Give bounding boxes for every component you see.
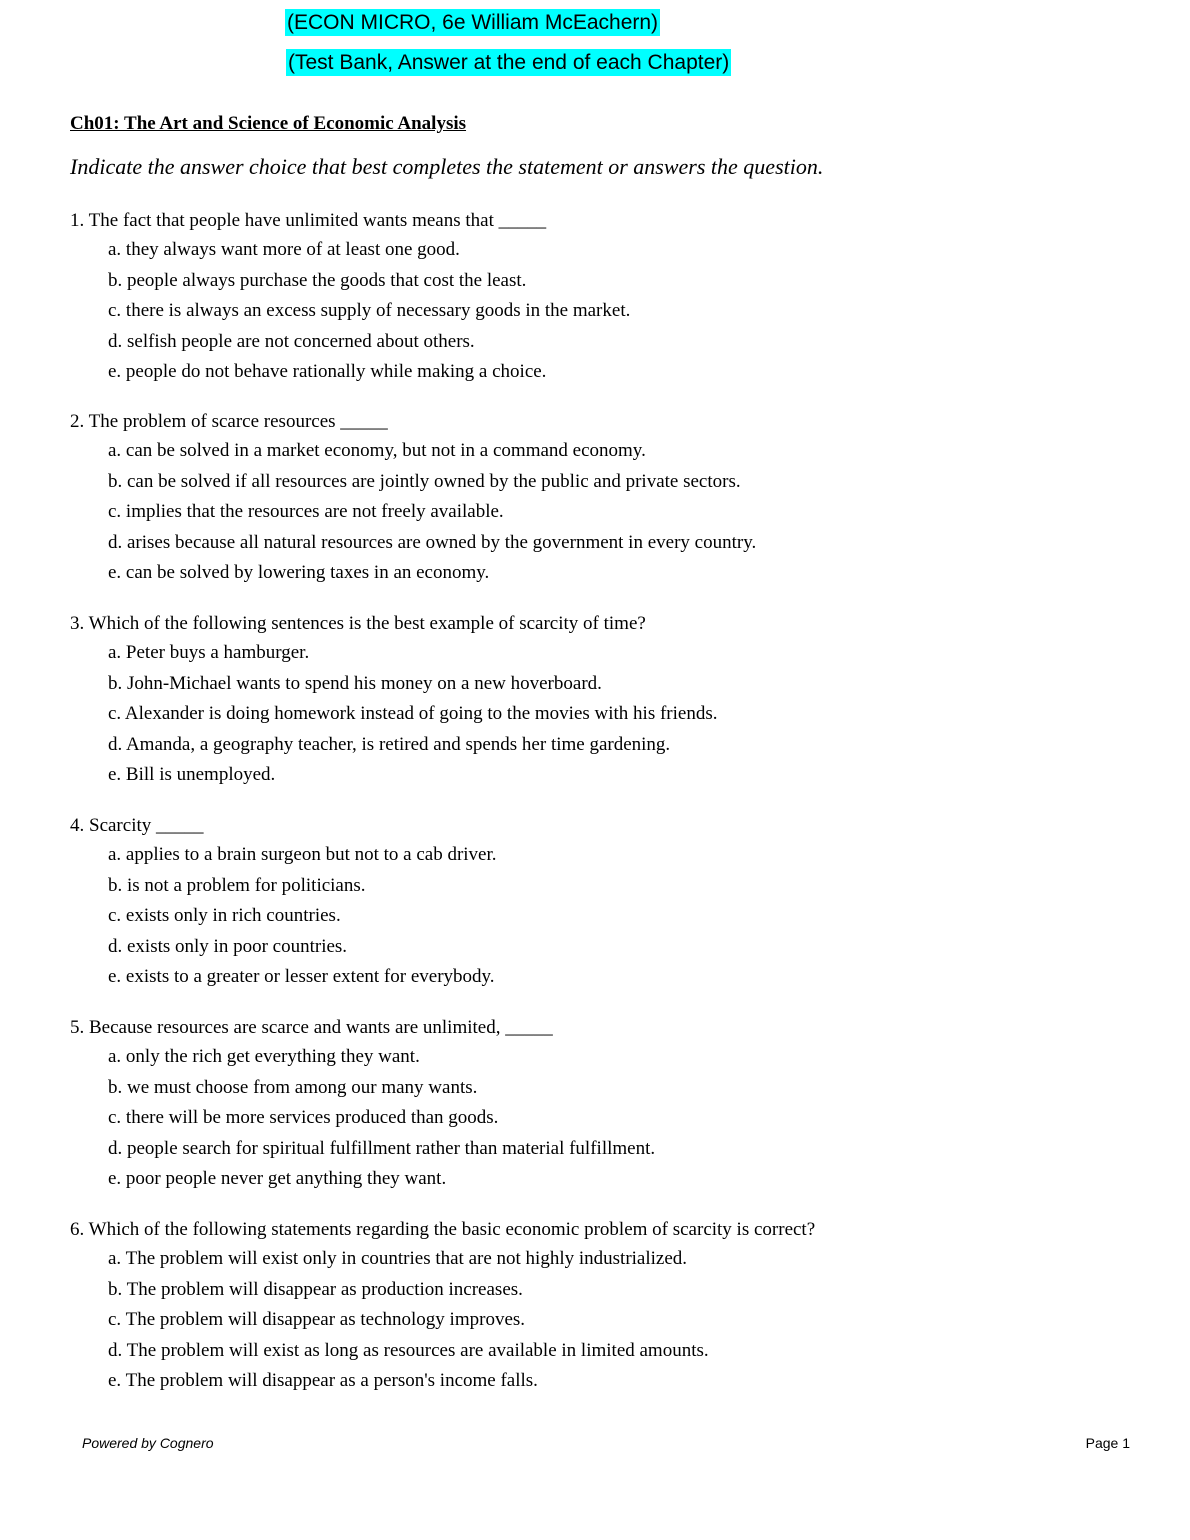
question-3 [70, 610, 1130, 791]
answer-choice-a: a. The problem will exist only in countries that are not highly industrialized. [108, 1248, 688, 1269]
question-stem: 3. Which of the following sentences is the best example of scarcity of time? [70, 613, 646, 634]
answer-choice-e: e. can be solved by lowering taxes in an economy. [108, 562, 490, 583]
footer-page-number: Page 1 [1085, 1435, 1130, 1451]
answer-choice-b: b. is not a problem for politicians. [108, 874, 366, 896]
question-6 [70, 1216, 1130, 1397]
footer-powered-by: Powered by Cognero [82, 1435, 214, 1451]
answer-choice-d: d. people search for spiritual fulfillment rather than material fulfillment. [108, 1137, 656, 1159]
question-stem: 1. The fact that people have unlimited wants means that _____ [70, 210, 547, 231]
answer-choice-c: c. The problem will disappear as technology improves. [108, 1309, 526, 1330]
answer-choice-c: c. implies that the resources are not freely available. [108, 501, 504, 522]
answer-choice-e: e. people do not behave rationally while making a choice. [108, 361, 547, 382]
answer-choice-d: d. exists only in poor countries. [108, 935, 348, 957]
answer-choice-a: a. applies to a brain surgeon but not to a cab driver. [108, 844, 497, 865]
question-5 [70, 1014, 1130, 1195]
answer-choice-a: a. they always want more of at least one good. [108, 239, 460, 260]
header-title-line-2: (Test Bank, Answer at the end of each Chapter) [288, 51, 730, 74]
answer-choice-b: b. can be solved if all resources are jointly owned by the public and private sectors. [108, 470, 741, 492]
answer-choice-e: e. Bill is unemployed. [108, 764, 276, 785]
answer-choice-a: a. only the rich get everything they want. [108, 1046, 420, 1067]
answer-choice-d: d. arises because all natural resources are owned by the government in every country. [108, 531, 757, 553]
question-1 [70, 207, 1130, 388]
question-2 [70, 408, 1130, 589]
question-4 [70, 812, 1130, 993]
answer-choice-c: c. exists only in rich countries. [108, 905, 341, 926]
instruction-text: Indicate the answer choice that best completes the statement or answers the question. [70, 154, 824, 179]
answer-choice-c: c. Alexander is doing homework instead of going to the movies with his friends. [108, 703, 718, 724]
answer-choice-a: a. Peter buys a hamburger. [108, 642, 310, 663]
answer-choice-d: d. The problem will exist as long as resources are available in limited amounts. [108, 1339, 709, 1361]
answer-choice-b: b. people always purchase the goods that cost the least. [108, 269, 527, 291]
answer-choice-d: d. selfish people are not concerned about others. [108, 330, 475, 352]
question-stem: 5. Because resources are scarce and wants are unlimited, _____ [70, 1017, 553, 1038]
answer-choice-c: c. there will be more services produced than goods. [108, 1107, 499, 1128]
answer-choice-e: e. The problem will disappear as a person's income falls. [108, 1370, 538, 1391]
answer-choice-b: b. The problem will disappear as production increases. [108, 1278, 523, 1300]
answer-choice-e: e. exists to a greater or lesser extent for everybody. [108, 966, 495, 987]
answer-choice-b: b. John-Michael wants to spend his money on a new hoverboard. [108, 672, 602, 694]
question-stem: 4. Scarcity _____ [70, 815, 204, 836]
answer-choice-a: a. can be solved in a market economy, but not in a command economy. [108, 440, 646, 461]
chapter-title: Ch01: The Art and Science of Economic Analysis [70, 113, 467, 134]
answer-choice-b: b. we must choose from among our many wants. [108, 1076, 478, 1098]
question-stem: 6. Which of the following statements regarding the basic economic problem of scarcity is correct? [70, 1219, 816, 1240]
answer-choice-d: d. Amanda, a geography teacher, is retired and spends her time gardening. [108, 733, 671, 755]
answer-choice-c: c. there is always an excess supply of necessary goods in the market. [108, 300, 631, 321]
question-stem: 2. The problem of scarce resources _____ [70, 411, 388, 432]
answer-choice-e: e. poor people never get anything they want. [108, 1168, 447, 1189]
header-title-line-1: (ECON MICRO, 6e William McEachern) [287, 11, 659, 34]
